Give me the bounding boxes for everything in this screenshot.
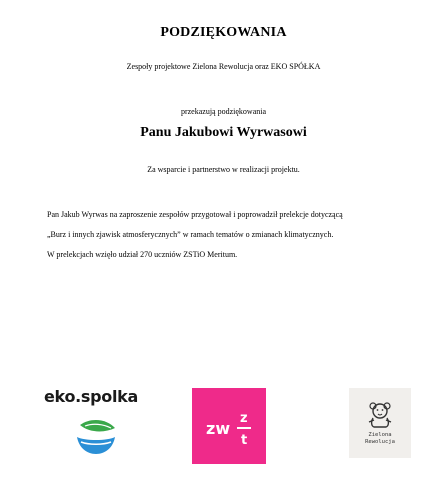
teddy-bear-icon [349, 388, 411, 458]
passes-thanks-text: przekazują podziękowania [180, 107, 267, 116]
zwzt-letter-z: z [240, 411, 248, 426]
zielona-rewolucja-logo [349, 388, 411, 458]
recipient-name: Panu Jakubowi Wyrwasowi [140, 125, 307, 140]
eko-spolka-logo [44, 385, 154, 460]
body-paragraph-line: W prelekcjach wzięło udział 270 uczniów ZSTiO Meritum. [47, 250, 238, 259]
document-subtitle: Zespoły projektowe Zielona Rewolucja oraz EKO SPÓŁKA [126, 62, 321, 71]
zwzt-logo-mark [192, 388, 266, 464]
zwzt-letter-t: t [241, 433, 248, 448]
reason-text: Za wsparcie i partnerstwo w realizacji projektu. [147, 165, 300, 174]
zr-logo-line-1: Zielona [368, 432, 392, 438]
zwzt-logo [192, 388, 266, 464]
eko-spolka-wordmark: eko.spolka [44, 387, 139, 406]
zwzt-letters-zw: zw [206, 419, 231, 438]
body-paragraph-line: „Burz i innych zjawisk atmosferycznych” w ramach tematów o zmianach klimatycznych. [47, 230, 334, 239]
zr-logo-line-2: Rewolucja [365, 439, 395, 445]
body-paragraph-line: Pan Jakub Wyrwas na zaproszenie zespołów przygotował i poprowadził prelekcje dotyczącą [47, 210, 343, 219]
leaf-water-icon [71, 415, 121, 457]
document-title: PODZIĘKOWANIA [160, 25, 287, 40]
